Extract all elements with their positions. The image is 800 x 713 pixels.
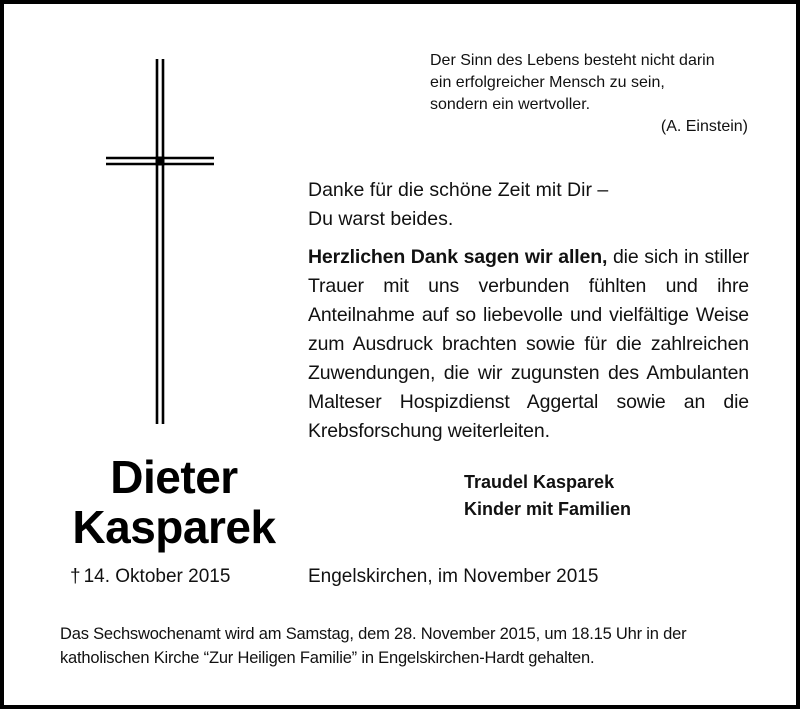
place-date: Engelskirchen, im November 2015: [308, 566, 599, 587]
signers: [464, 469, 764, 523]
quote-line: sondern ein wertvoller.: [430, 96, 591, 113]
quote-author: (A. Einstein): [660, 118, 748, 135]
thanks-body: [308, 243, 749, 446]
dagger-symbol: †: [70, 566, 81, 587]
thanks-bold-lead: Herzlichen Dank sagen wir allen,: [308, 246, 608, 268]
thanks-line: Danke für die schöne Zeit mit Dir –: [308, 179, 609, 201]
deceased-name: [54, 452, 294, 552]
thanks-line: Du warst beides.: [308, 208, 454, 230]
deceased-last-name: Kasparek: [72, 501, 276, 553]
signer-line: Kinder mit Familien: [464, 499, 632, 519]
thanks-body-text: die sich in stiller Trauer mit uns verbunden fühlten und ihre Anteilnahme auf so liebevolle und vielfältige Weise zum Ausdruck brachten sowie für die zahlreichen Zuwendungen, die wir zugunsten des Ambulanten Malteser Hospizdienst Aggertal sowie an die Krebsforschung weiterleiten.: [308, 246, 749, 442]
deceased-first-name: Dieter: [110, 451, 238, 503]
death-date: [70, 564, 280, 590]
einstein-quote: [430, 50, 750, 138]
death-date-text: 14. Oktober 2015: [83, 566, 231, 587]
footer-line: Das Sechswochenamt wird am Samstag, dem 28. November 2015, um 18.15 Uhr in der: [60, 625, 687, 643]
quote-line: ein erfolgreicher Mensch zu sein,: [430, 74, 665, 91]
thanks-text: [308, 176, 749, 446]
footer-line: katholischen Kirche “Zur Heiligen Familie” in Engelskirchen-Hardt gehalten.: [60, 649, 595, 667]
signer-line: Traudel Kasparek: [464, 472, 615, 492]
quote-line: Der Sinn des Lebens besteht nicht darin: [430, 52, 715, 69]
mass-announcement: [60, 622, 760, 670]
